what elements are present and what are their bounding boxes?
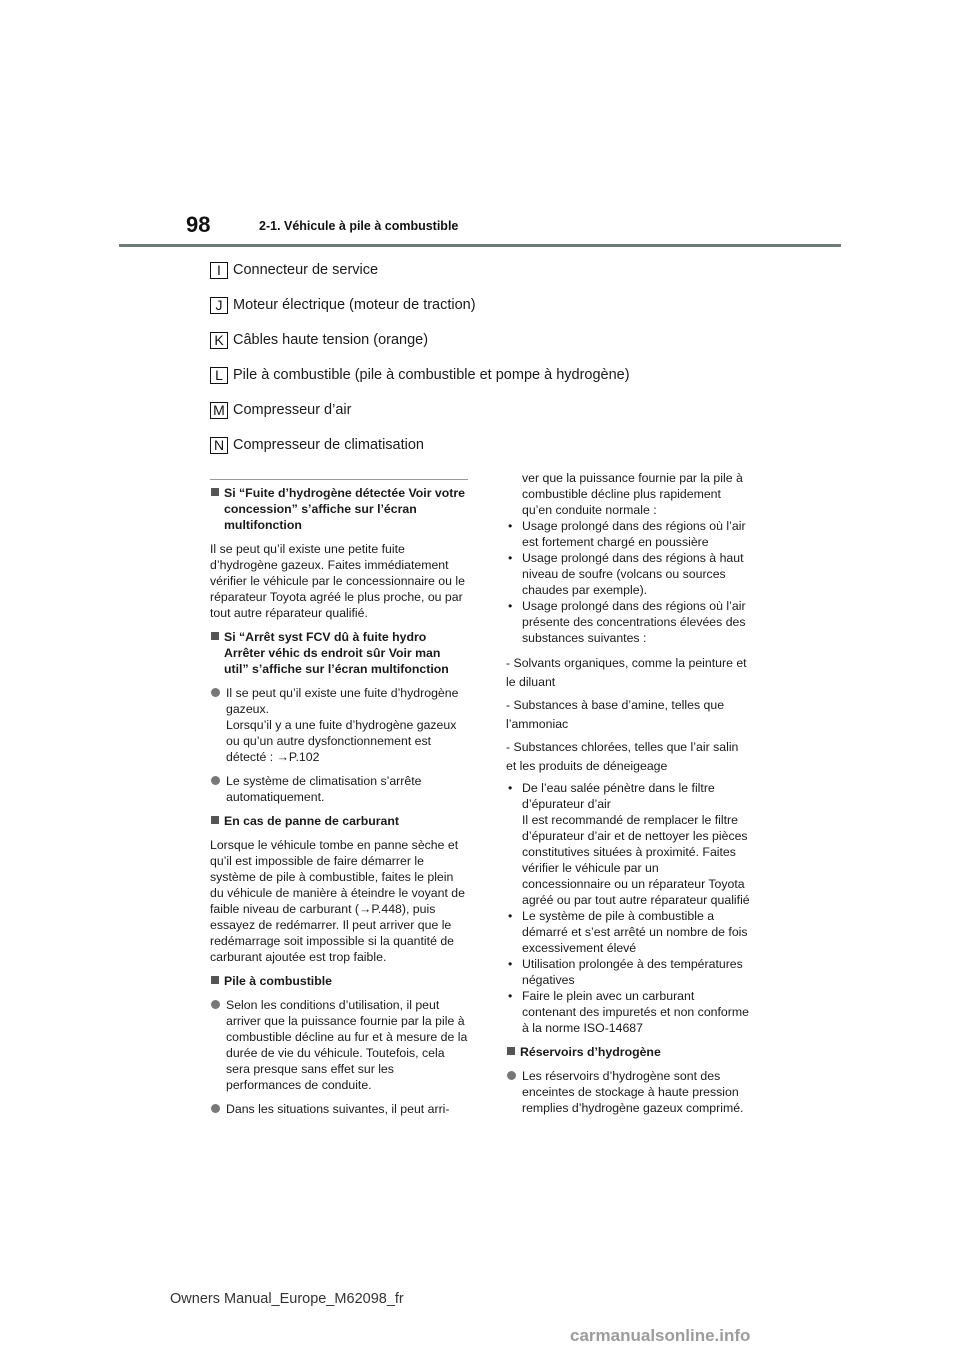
heading-out-of-fuel: En cas de panne de carburant <box>210 813 468 829</box>
list-item: • Faire le plein avec un carburant contenant des impuretés et non conforme à la norme ISO-14687 <box>506 988 750 1036</box>
conditions-list <box>506 518 750 646</box>
circle-item-hydrogen-tanks: Les réservoirs d’hydrogène sont des enceintes de stockage à haute pression remplies d’hydrogène gazeux comprimé. <box>506 1068 750 1116</box>
legend-key-box: I <box>210 262 228 279</box>
watermark: carmanualsonline.info <box>570 1326 751 1345</box>
circle-item-air-conditioning: Le système de climatisation s’arrête automatiquement. <box>210 773 468 805</box>
circle-item-fuel-cell-decline: Selon les conditions d’utilisation, il peut arriver que la puissance fournie par la pile à combustible décline au fur et à mesure de la durée de vie du véhicule. Toutefois, cela sera presque sans effet sur les performances de conduite. <box>210 997 468 1093</box>
legend-label: Compresseur d’air <box>233 402 352 418</box>
legend-label: Connecteur de service <box>233 262 379 278</box>
column-divider <box>210 479 468 480</box>
continued-text: ver que la puissance fournie par la pile à combustible décline plus rapidement qu’en conduite normale : <box>522 471 743 517</box>
list-item: • Le système de pile à combustible a démarré et s’est arrêté un nombre de fois excessivement élevé <box>506 908 750 956</box>
list-item: • Usage prolongé dans des régions où l’air présente des concentrations élevées des substances suivantes : <box>506 598 750 646</box>
substance-solvents: - Solvants organiques, comme la peinture et le diluant <box>506 656 747 689</box>
right-column <box>506 470 750 1124</box>
circle-item-leak-malfunction: Il se peut qu’il existe une fuite d’hydrogène gazeux. Lorsqu’il y a une fuite d’hydrogène gazeux ou qu’un autre dysfonctionnement est détecté : →P.102 <box>210 685 468 765</box>
heading-hydrogen-leak-detected: Si “Fuite d’hydrogène détectée Voir votre concession” s’affiche sur l’écran multifonction <box>210 485 468 533</box>
section-title: 2-1. Véhicule à pile à combustible <box>259 219 459 233</box>
manual-footer: Owners Manual_Europe_M62098_fr <box>170 1291 404 1307</box>
legend-item-k <box>210 330 428 350</box>
legend-label: Compresseur de climatisation <box>233 437 424 453</box>
legend-item-m <box>210 400 351 420</box>
heading-fuel-cell: Pile à combustible <box>210 973 468 989</box>
legend-label: Moteur électrique (moteur de traction) <box>233 297 476 313</box>
heading-fcv-stop-leak: Si “Arrêt syst FCV dû à fuite hydro Arrêter véhic ds endroit sûr Voir man util” s’affiche sur l’écran multifonction <box>210 629 468 677</box>
legend-label: Pile à combustible (pile à combustible et pompe à hydrogène) <box>233 367 630 383</box>
substance-amines: - Substances à base d’amine, telles que l’ammoniac <box>506 698 725 731</box>
heading-hydrogen-tanks: Réservoirs d’hydrogène <box>506 1044 750 1060</box>
paragraph-leak-check: Il se peut qu’il existe une petite fuite d’hydrogène gazeux. Faites immédiatement vérifier le véhicule par le concessionnaire ou le réparateur Toyota agréé le plus proche, ou par tout autre réparateur qualifié. <box>210 542 465 620</box>
page-number: 98 <box>186 212 211 237</box>
legend-key-box: L <box>210 367 228 384</box>
list-item: • Usage prolongé dans des régions à haut niveau de soufre (volcans ou sources chaudes par exemple). <box>506 550 750 598</box>
paragraph-out-of-fuel: Lorsque le véhicule tombe en panne sèche et qu’il est impossible de faire démarrer le système de pile à combustible, faites le plein du véhicule de manière à éteindre le voyant de faible niveau de carburant (→P.448), puis essayez de redémarrer. Il peut arriver que le redémarrage soit impossible si la quantité de carburant ajoutée est trop faible. <box>210 838 465 964</box>
left-column <box>210 485 468 1125</box>
circle-item-situations: Dans les situations suivantes, il peut arri- <box>210 1101 468 1117</box>
list-item: • Utilisation prolongée à des températures négatives <box>506 956 750 988</box>
legend-item-l <box>210 365 630 385</box>
list-item: • De l’eau salée pénètre dans le filtre d’épurateur d’air Il est recommandé de remplacer le filtre d’épurateur d’air et de nettoyer les pièces constitutives situées à proximité. Faites vérifier le véhicule par un concessionnaire ou un réparateur Toyota agréé ou par tout autre réparateur qualifié <box>506 780 750 908</box>
legend-item-n <box>210 435 424 455</box>
legend-label: Câbles haute tension (orange) <box>233 332 429 348</box>
legend-item-j <box>210 295 476 315</box>
legend-key-box: K <box>210 332 228 349</box>
more-conditions-list <box>506 780 750 1036</box>
list-item: • Usage prolongé dans des régions où l’air est fortement chargé en poussière <box>506 518 750 550</box>
legend-key-box: J <box>210 297 228 314</box>
substance-chlorides: - Substances chlorées, telles que l’air salin et les produits de déneigeage <box>506 740 739 773</box>
legend-key-box: M <box>210 402 228 419</box>
legend-key-box: N <box>210 437 228 454</box>
legend-item-i <box>210 260 378 280</box>
header-divider <box>119 244 841 247</box>
